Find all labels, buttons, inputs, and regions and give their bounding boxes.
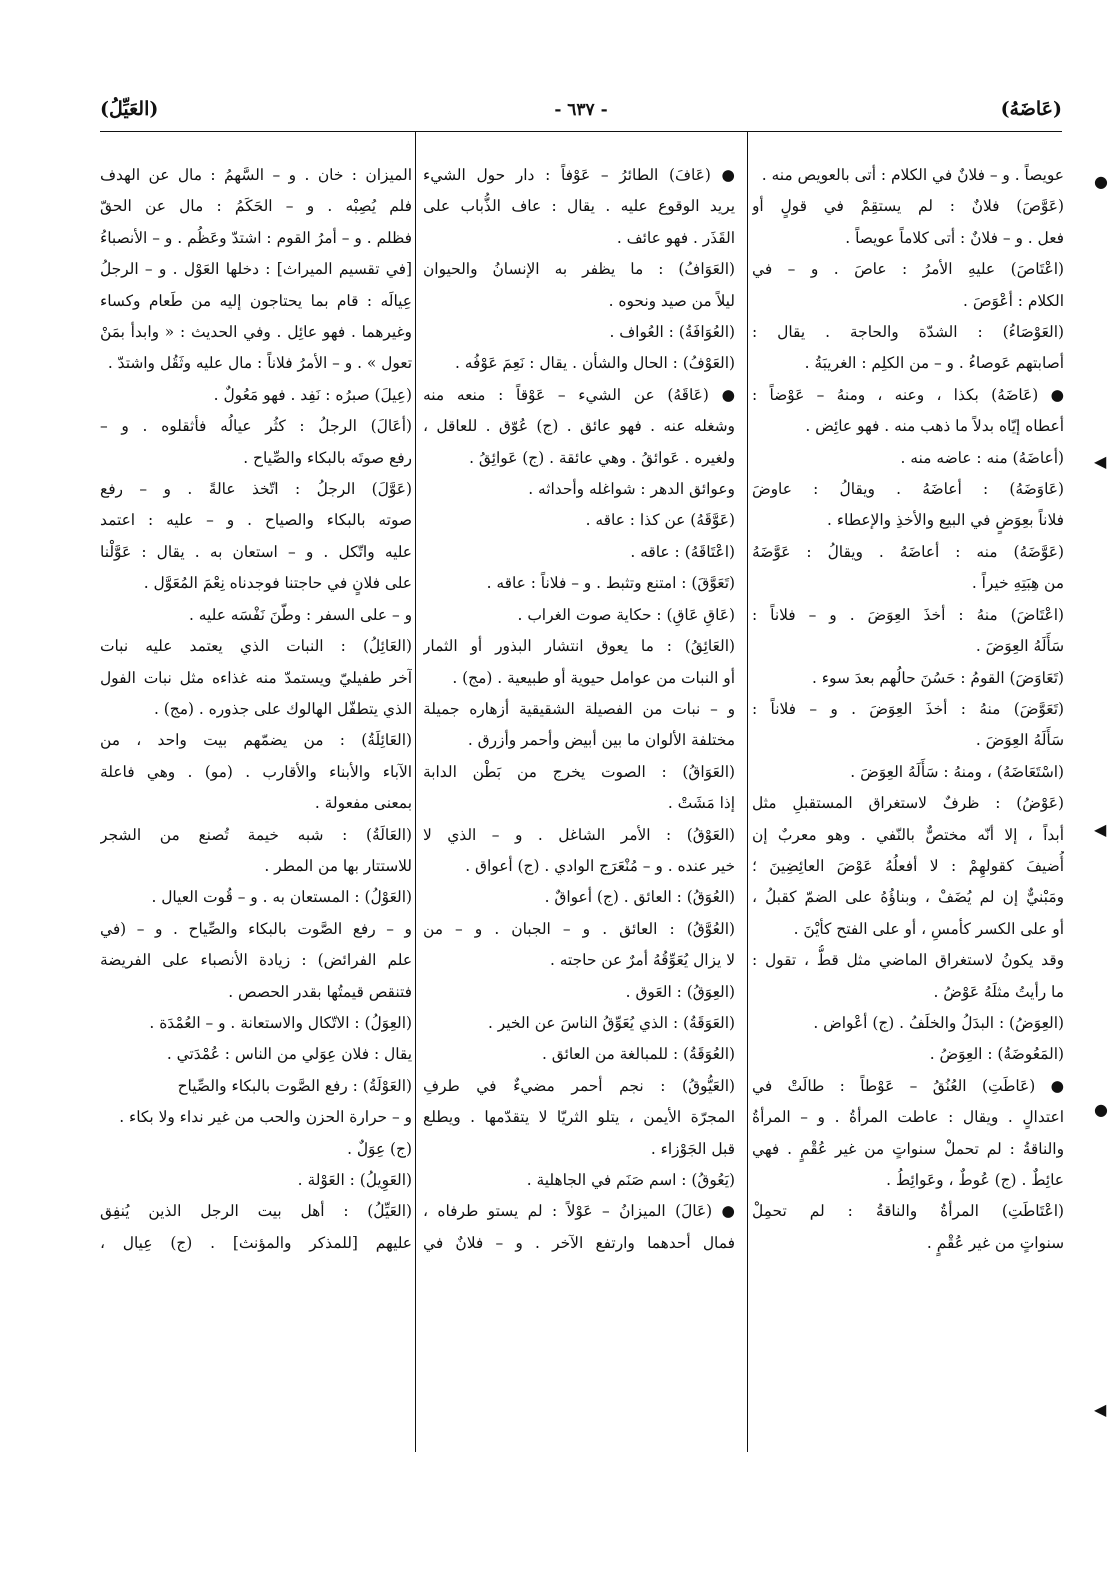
text-line: (العَوَقَةُ) : الذي يُعَوِّقُ الناسَ عن الخير .: [488, 1013, 735, 1032]
text-line: سنواتٍ من غير عُقْمٍ .: [926, 1233, 1064, 1252]
text-line: أبداً ، إلا أنّه مختصٌّ بالنّفي . وهو معربٌ إن: [752, 825, 1064, 844]
text-line: سَأَلَهُ العِوَضَ .: [975, 637, 1064, 656]
text-line: (العَوْصَاءُ) : الشدّة والحاجة . يقال :: [752, 323, 1064, 342]
text-line: (اعْتَاطَتِ) المرأةُ والناقةُ : لم تحمِلْ: [752, 1202, 1064, 1221]
margin-arrow-icon: ◀: [1094, 452, 1107, 471]
text-line: صوته بالبكاء والصياح . و – عليه : اعتمد: [100, 511, 412, 530]
text-line: (العُوَافَةُ) : العُواف .: [609, 323, 735, 342]
text-line: أُضيفَ كقولهِمْ : لا أفعلُهُ عَوْضَ العائِضِينَ ؛: [752, 856, 1064, 875]
text-line: ما رأيتُ مثلَهُ عَوْضُ .: [933, 982, 1064, 1001]
text-line: تعول » . و – الأمرُ فلاناً : مال عليه وثَقُل واشتدّ .: [107, 354, 412, 373]
text-line: على فلانٍ في حاجتنا فوجدناه نِعْمَ المُعَوَّل .: [143, 574, 412, 593]
text-line: (أعَالَ) الرجلُ : كثُر عيالُه فأثقلوه . و –: [100, 417, 412, 436]
column-divider: [747, 132, 748, 1452]
text-line: رفع صوتَه بالبكاء والصِّياح .: [243, 448, 412, 467]
text-line: (العَائِقُ) : ما يعوق انتشار البذور أو الثمار: [423, 637, 735, 656]
text-line: لا يزال يُعَوِّقُهُ أمرٌ عن حاجته .: [549, 951, 735, 970]
text-line: خير عنده . و – مُنْعَرَج الوادي . (ج) أعواق .: [465, 856, 735, 875]
text-line: يقال : فلان عِوَلي من الناس : عُمْدَتي .: [166, 1045, 412, 1064]
text-line: عويصاً . و – فلانٌ في الكلام : أتى بالعويص منه .: [761, 166, 1064, 184]
text-line: (العُوَّقُ) : العائق . و – الجبان . و – من: [423, 919, 735, 938]
text-line: أو النبات من عوامل حيوية أو طبيعية . (مج) .: [452, 668, 735, 687]
text-line: أعطاه إيّاه بدلاً ما ذهب منه . فهو عائِض .: [805, 417, 1064, 436]
text-line: ● (عَاقَهُ) عن الشيء – عَوْقاً : منعه منه: [423, 385, 735, 404]
text-line: (العِوَلُ) : الاتّكال والاستعانة . و – العُمْدَة .: [149, 1013, 412, 1032]
text-line: (عَاوَضَهُ) : أعاضَهُ . ويقالُ : عاوضَ: [752, 480, 1064, 499]
text-line: الآباء والأبناء والأقارب . (مو) . وهي فاعلة: [100, 762, 412, 781]
text-line: ليلاً من صيد ونحوه .: [608, 291, 735, 310]
text-line: وشغله عنه . فهو عائق . (ج) عُوّق . للعاقل ،: [423, 417, 735, 436]
text-line: وعوائق الدهر : شواغله وأحداثه .: [528, 480, 735, 499]
text-line: (العَوِيلُ) : العَوْلة .: [297, 1171, 412, 1189]
text-line: وقد يكونُ لاستغراق الماضي مثل قطُّ ، تقول :: [752, 951, 1064, 970]
text-line: بمعنى مفعولة .: [314, 794, 412, 813]
text-line: (العُوَقَةُ) : للمبالغة من العائق .: [541, 1045, 735, 1064]
header-rule: [100, 131, 1062, 132]
text-line: (العَيِّلُ) : أهل بيت الرجل الذين يُنفِق: [100, 1202, 412, 1221]
column-left: [100, 160, 412, 1259]
text-line: (العَالَةُ) : شبه خيمة تُصنع من الشجر: [100, 825, 412, 844]
text-line: [في تقسيم الميراث] : دخلها العَوْل . و – الرجلُ: [100, 260, 412, 279]
text-line: (العَوَافُ) : ما يظفر به الإنسانُ والحيوان: [423, 260, 735, 279]
text-line: علم الفرائض) : زيادة الأنصباء على الفريضة: [100, 951, 412, 970]
text-line: عائِطٌ . (ج) عُوطٌ ، وعَوائِطُ .: [886, 1171, 1064, 1189]
text-line: اعتدالٍ . ويقال : عاطت المرأةُ . و – المرأةُ: [752, 1108, 1064, 1127]
text-line: وغيرهما . فهو عائِل . وفي الحديث : « وابدأ بمَنْ: [100, 323, 412, 342]
text-line: و – حرارة الحزن والحب من غير نداء ولا بكاء .: [119, 1108, 412, 1127]
margin-arrow-icon: ◀: [1094, 820, 1107, 839]
text-line: (عَوَّلَ) الرجلُ : اتّخذ عالةً . و – رفع: [100, 480, 412, 499]
text-line: و – نبات من الفصيلة الشقيقية أزهاره جميلة: [423, 699, 735, 718]
text-line: يريد الوقوع عليه . يقال : عاف الذُّباب على: [423, 197, 735, 216]
text-line: ولغيره . عَوائقُ . وهي عائقة . (ج) عَوائِقُ .: [469, 448, 735, 467]
text-line: (عَاقِ عَاقِ) : حكاية صوت الغراب .: [517, 605, 735, 624]
text-line: الذي يتطفّل الهالوك على جذوره . (مج) .: [153, 699, 412, 718]
margin-arrow-icon: ◀: [1094, 1400, 1107, 1419]
text-line: (العَيُّوقُ) : نجم أحمر مضيءٌ في طرفِ: [423, 1076, 735, 1095]
margin-bullet-icon: ●: [1094, 172, 1108, 191]
text-line: (تَعَاوَضَ) القومُ : حَسُنَ حالُهم بعدَ سوء .: [811, 668, 1064, 687]
text-line: (عَوَّصَ) فلانٌ : لم يستقِمْ في قولٍ أو: [752, 197, 1064, 216]
text-line: (العَوَاقُ) : الصوت يخرج من بَطْن الدابة: [423, 762, 735, 781]
text-line: عِيالَه : قام بما يحتاجون إليه من طَعام وكساء: [100, 291, 412, 310]
text-line: المجرّة الأيمن ، يتلو الثريّا لا يتقدّمها . ويطلع: [423, 1108, 735, 1127]
text-line: ● (عَالَ) الميزانُ – عَوْلاً : لم يستو طرفاه ،: [423, 1202, 735, 1221]
text-line: قبل الجَوْزاء .: [650, 1139, 735, 1158]
text-line: (عَوَّقَهُ) عن كذا : عاقه .: [585, 511, 735, 530]
text-line: ومَبْنيٌّ إن لم يُضَفْ ، وبناؤُهُ على الضمّ كقبلُ ،: [752, 888, 1064, 907]
text-line: فلاناً بعِوَضٍ في البيع والأخذِ والإعطاء .: [827, 511, 1064, 530]
margin-bullet-icon: ●: [1094, 1100, 1108, 1119]
column-right: [752, 160, 1064, 1259]
text-line: فعل . و – فلانٌ : أتى كلاماً عويصاً .: [845, 228, 1064, 247]
text-line: (تَعَوَّضَ) منهُ : أخذَ العِوَضَ . و – فلاناً :: [752, 699, 1064, 718]
text-line: أصابتهم عَوصاءُ . و – من الكلِم : الغريبَةُ .: [804, 354, 1064, 373]
text-line: والناقةُ : لم تحملْ سنواتٍ من غير عُقْمٍ . فهي: [752, 1139, 1064, 1158]
text-line: سَأَلَهُ العِوَضَ .: [975, 731, 1064, 750]
text-line: عليه واتّكل . و – استعان به . يقال : عَوَّلْنا: [100, 542, 412, 561]
text-line: (يَعُوقُ) : اسم صَنَم في الجاهلية .: [526, 1171, 735, 1189]
text-line: (اعْتَاصَ) عليهِ الأمرُ : عاصَ . و – في: [752, 260, 1064, 279]
text-line: (العَوْلَةُ) : رفع الصَّوت بالبكاء والصِّياح: [177, 1076, 412, 1095]
text-line: مختلفة الألوان ما بين أبيض وأحمر وأزرق .: [467, 731, 735, 750]
text-line: القَذَر . فهو عائف .: [616, 228, 735, 247]
text-line: و – على السفر : وطّنَ نَفْسَه عليه .: [188, 605, 412, 624]
text-line: فلم يُصِبْه . و – الحَكَمُ : مال عن الحقّ: [100, 197, 412, 216]
text-line: للاستتار بها من المطر .: [264, 856, 412, 875]
text-line: (العِوَقُ) : العَوق .: [625, 982, 735, 1001]
text-line: (ج) عِوَلٌ .: [347, 1139, 412, 1158]
page-number: - ٦٣٧ -: [554, 100, 608, 120]
text-line: (اسْتَعَاضَهُ) ، ومنهُ : سَأَلَهُ العِوَضَ .: [850, 762, 1064, 781]
header-last-entry: (العَيِّلُ): [100, 98, 159, 120]
text-line: آخر طفيليّ ويستمدّ منه غذاءه مثل نبات الفول: [100, 668, 412, 687]
text-line: ● (عَافَ) الطائرُ – عَوْفاً : دار حول الشيء: [423, 166, 735, 184]
text-line: عليهم [للمذكر والمؤنث] . (ج) عِيال ،: [100, 1233, 412, 1252]
text-line: (عَوَّضَهُ) منه : أعاضَهُ . ويقالُ : عَوَّضَهُ: [752, 542, 1064, 561]
text-line: فمال أحدهما وارتفع الآخر . و – فلانٌ في: [423, 1233, 735, 1252]
text-line: الكلام : أعْوَصَ .: [963, 291, 1064, 310]
text-line: (المَعُوضَةُ) : العِوَضُ .: [929, 1045, 1064, 1064]
text-line: (عَوْضُ) : ظرفٌ لاستغراق المستقبلِ مثل: [752, 794, 1064, 813]
page-header: [100, 92, 1062, 132]
text-line: (تَعَوَّقَ) : امتنع وتثبط . و – فلاناً : عاقه .: [486, 574, 735, 593]
text-line: (العَائِلُ) : النبات الذي يعتمد عليه نبات: [100, 637, 412, 656]
text-line: إذا مَشَتْ .: [667, 794, 735, 813]
header-first-entry: (عَاضَهُ): [1000, 98, 1062, 120]
text-line: (أعاضَهُ) منه : عاضه منه .: [900, 448, 1064, 467]
text-line: و – رفع الصَّوت بالبكاء والصِّياح . و – (في: [100, 919, 412, 938]
text-line: (العِوَضُ) : البدَلُ والخلَفُ . (ج) أعْواض .: [813, 1013, 1064, 1032]
text-line: (اعْتَاقَهُ) : عاقه .: [630, 542, 735, 561]
text-line: ● (عَاضَهُ) بكذا ، وعنه ، ومنهُ – عَوْضاً :: [752, 385, 1064, 404]
text-line: (اعْتَاضَ) منهُ : أخذَ العِوَضَ . و – فلاناً :: [752, 605, 1064, 624]
column-middle: [423, 160, 735, 1259]
column-divider: [415, 132, 416, 1452]
text-line: فتنقص قيمتُها بقدر الحصص .: [228, 982, 412, 1001]
text-line: (العَوْقُ) : الأمر الشاغل . و – الذي لا: [423, 825, 735, 844]
text-line: ● (عَاطَتِ) العُنُقُ – عَوْطاً : طالَتْ في: [752, 1076, 1064, 1095]
text-line: أو على الكسر كأمسِ ، أو على الفتح كأيْنَ .: [793, 919, 1064, 938]
text-line: الميزان : خان . و – السَّهمُ : مال عن الهدف: [100, 166, 412, 184]
text-line: من هِبَتِهِ خيراً .: [971, 574, 1064, 593]
text-line: (العَائِلَةُ) : من يضمّهم بيت واحد ، من: [100, 731, 412, 750]
text-line: (العَوْلُ) : المستعان به . و – قُوت العيال .: [151, 888, 412, 907]
text-line: فظلم . و – أمرُ القوم : اشتدّ وعَظُم . و – الأنصباءُ: [100, 228, 412, 247]
text-line: (عِيلَ) صبرُه : نَفِد . فهو مَعُولٌ .: [213, 385, 412, 404]
text-line: (العَوْفُ) : الحال والشأن . يقال : نَعِمَ عَوْفُه .: [454, 354, 735, 373]
text-line: (العُوَقُ) : العائق . (ج) أعواقٌ .: [544, 888, 735, 907]
